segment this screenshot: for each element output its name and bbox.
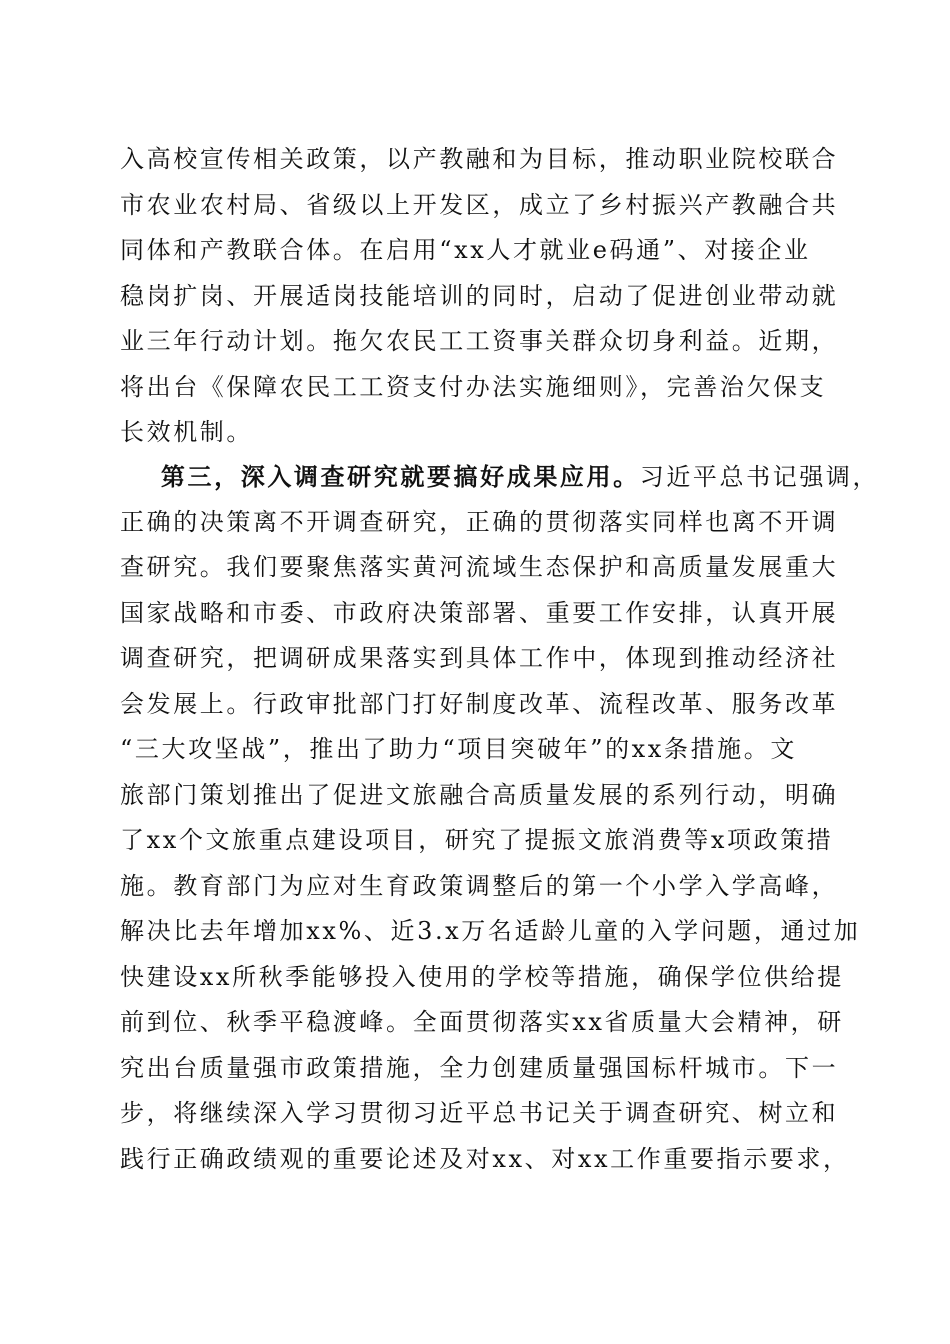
text-line: 同体和产教联合体。在启用“xx人才就业e码通”、对接企业 [120, 236, 811, 264]
text-line: 长效机制。 [120, 418, 253, 446]
text-line: 正确的决策离不开调查研究，正确的贯彻落实同样也离不开调 [120, 507, 839, 536]
text-line: 究出台质量强市政策措施，全力创建质量强国标杆城市。下一 [120, 1053, 839, 1082]
text-line: 调查研究，把调研成果落实到具体工作中，体现到推动经济社 [120, 644, 839, 672]
paragraph-lead-heading: 第三，深入调查研究就要搞好成果应用。 [160, 462, 640, 491]
text-line: 将出台《保障农民工工资支付办法实施细则》，完善治欠保支 [120, 372, 827, 401]
text-line: 践行正确政绩观的重要论述及对xx、对xx工作重要指示要求， [120, 1144, 850, 1173]
text-line: 解决比去年增加xx%、近3.x万名适龄儿童的入学问题，通过加 [120, 917, 861, 945]
text-line: 入高校宣传相关政策，以产教融和为目标，推动职业院校联合 [120, 145, 839, 173]
paragraph-1 [120, 137, 839, 456]
text-line: 前到位、秋季平稳渡峰。全面贯彻落实xx省质量大会精神，研 [120, 1008, 844, 1036]
text-line: 国家战略和市委、市政府决策部署、重要工作安排，认真开展 [120, 598, 839, 627]
paragraph-2 [120, 454, 880, 1182]
text-line: 了xx个文旅重点建设项目，研究了提振文旅消费等x项政策措 [120, 826, 834, 854]
first-line-rest: 习近平总书记强调， [639, 463, 880, 491]
text-line: 旅部门策划推出了促进文旅融合高质量发展的系列行动，明确 [120, 780, 839, 809]
text-line-first [120, 454, 880, 500]
text-line: 步，将继续深入学习贯彻习近平总书记关于调查研究、树立和 [120, 1099, 839, 1127]
text-line: 稳岗扩岗、开展适岗技能培训的同时，启动了促进创业带动就 [120, 281, 839, 310]
text-line: “三大攻坚战”，推出了助力“项目突破年”的xx条措施。文 [120, 735, 797, 763]
text-line: 会发展上。行政审批部门打好制度改革、流程改革、服务改革 [120, 689, 839, 718]
text-line: 查研究。我们要聚焦落实黄河流域生态保护和高质量发展重大 [120, 553, 839, 581]
text-line: 施。教育部门为应对生育政策调整后的第一个小学入学高峰， [120, 871, 839, 900]
text-line: 快建设xx所秋季能够投入使用的学校等措施，确保学位供给提 [120, 962, 844, 991]
text-line: 市农业农村局、省级以上开发区，成立了乡村振兴产教融合共 [120, 190, 839, 219]
paragraph-indent [120, 463, 161, 491]
text-line: 业三年行动计划。拖欠农民工工资事关群众切身利益。近期， [120, 327, 839, 355]
